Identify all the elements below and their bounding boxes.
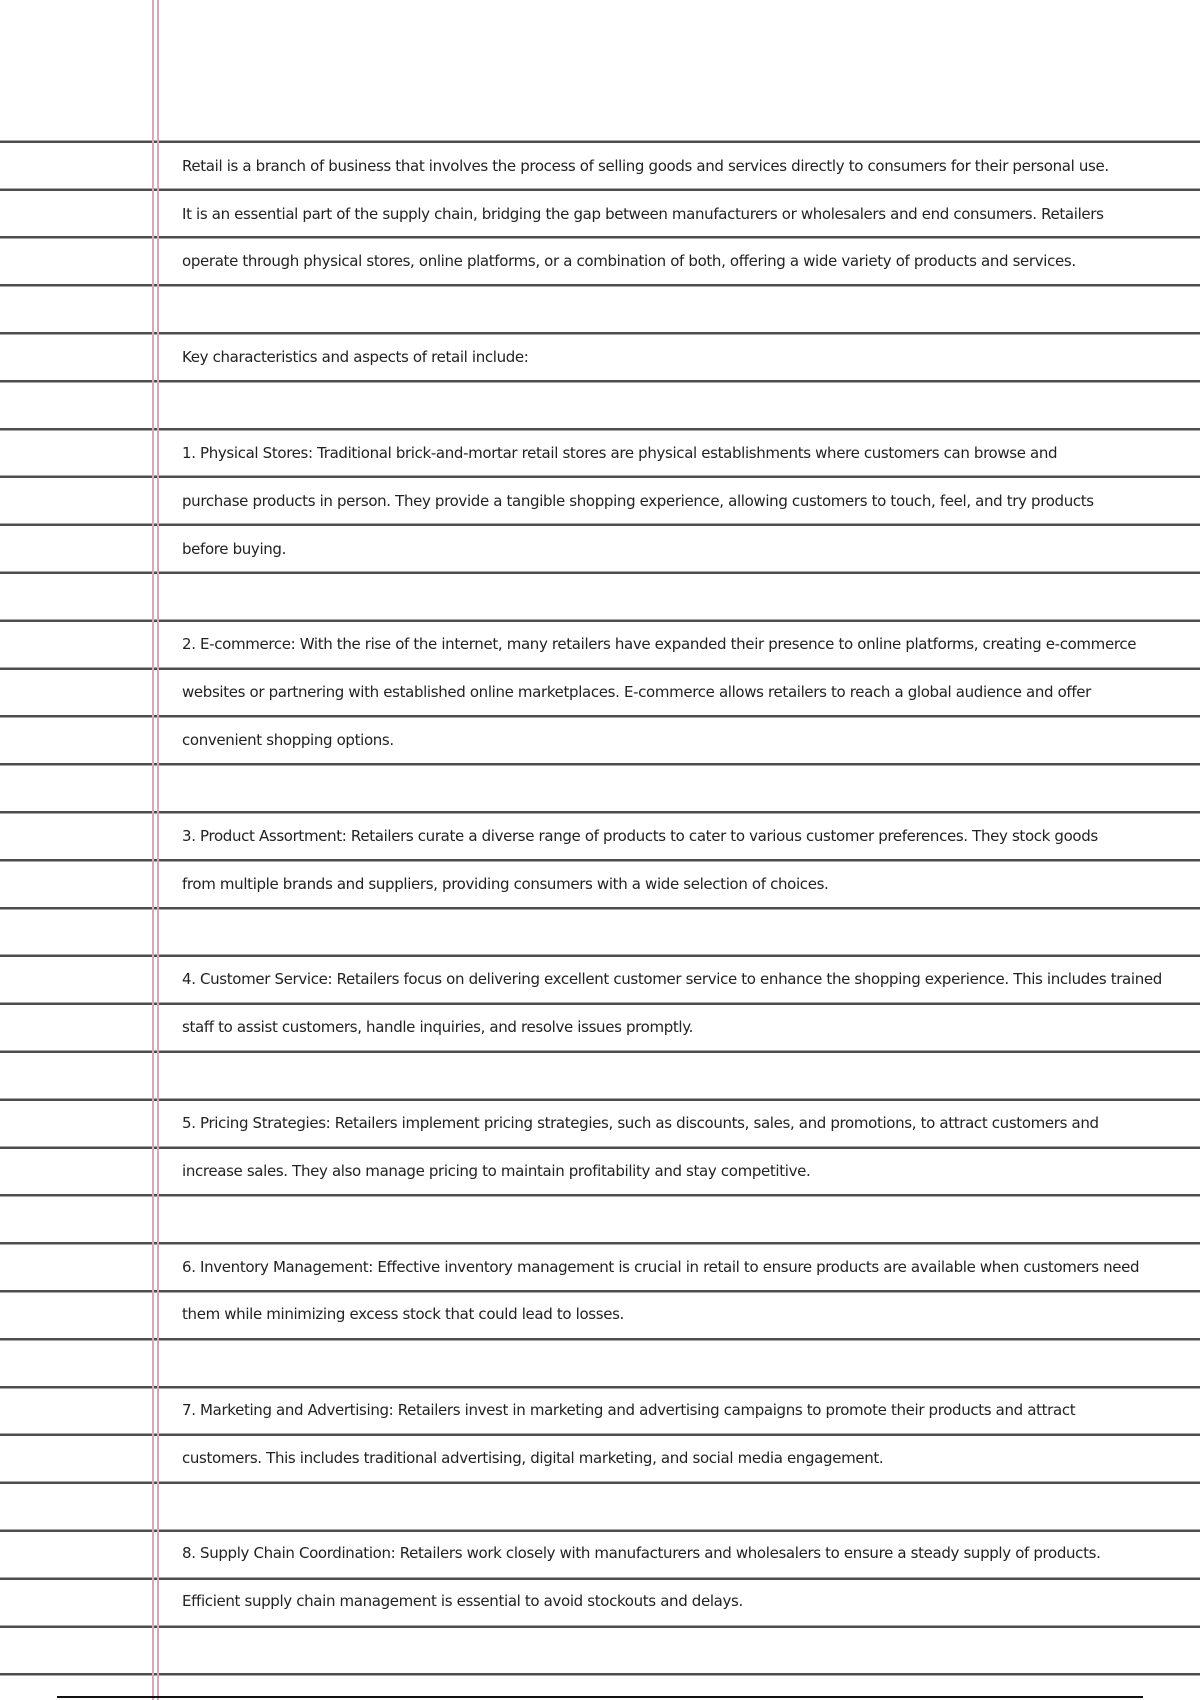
item-6-line-2: them while minimizing excess stock that could lead to losses. — [182, 1305, 624, 1323]
item-2-line-2: websites or partnering with established online marketplaces. E-commerce allows retailers to reach a global audience and offer — [182, 683, 1091, 701]
item-2-line-1: 2. E-commerce: With the rise of the internet, many retailers have expanded their presence to online platforms, creating e-commerce — [182, 635, 1137, 653]
intro-line-2: It is an essential part of the supply chain, bridging the gap between manufacturers or wholesalers and end consumers. Retailers — [182, 205, 1104, 223]
key-characteristics-heading: Key characteristics and aspects of retail include: — [182, 348, 529, 366]
item-5-line-2: increase sales. They also manage pricing to maintain profitability and stay competitive. — [182, 1162, 811, 1180]
item-6-line-1: 6. Inventory Management: Effective inventory management is crucial in retail to ensure products are available when customers need — [182, 1258, 1140, 1276]
intro-line-3: operate through physical stores, online platforms, or a combination of both, offering a wide variety of products and services. — [182, 252, 1076, 270]
item-7-line-1: 7. Marketing and Advertising: Retailers invest in marketing and advertising campaigns to promote their products and attract — [182, 1401, 1076, 1419]
item-3-line-1: 3. Product Assortment: Retailers curate a diverse range of products to cater to various customer preferences. They stock goods — [182, 827, 1098, 845]
item-1-line-2: purchase products in person. They provide a tangible shopping experience, allowing customers to touch, feel, and try products — [182, 492, 1094, 510]
item-1-line-1: 1. Physical Stores: Traditional brick-and-mortar retail stores are physical establishments where customers can browse and — [182, 444, 1058, 462]
item-8-line-2: Efficient supply chain management is essential to avoid stockouts and delays. — [182, 1592, 743, 1610]
item-7-line-2: customers. This includes traditional advertising, digital marketing, and social media engagement. — [182, 1449, 884, 1467]
item-4-line-1: 4. Customer Service: Retailers focus on delivering excellent customer service to enhance the shopping experience. This includes trained — [182, 970, 1162, 988]
margin-line-right — [157, 0, 159, 1700]
intro-line-1: Retail is a branch of business that involves the process of selling goods and services directly to consumers for their personal use. — [182, 157, 1109, 175]
bottom-rule — [57, 1696, 1143, 1698]
item-3-line-2: from multiple brands and suppliers, providing consumers with a wide selection of choices. — [182, 875, 829, 893]
item-8-line-1: 8. Supply Chain Coordination: Retailers work closely with manufacturers and wholesalers to ensure a steady supply of products. — [182, 1544, 1101, 1562]
item-1-line-3: before buying. — [182, 540, 287, 558]
item-4-line-2: staff to assist customers, handle inquiries, and resolve issues promptly. — [182, 1018, 694, 1036]
item-5-line-1: 5. Pricing Strategies: Retailers implement pricing strategies, such as discounts, sales, and promotions, to attract customers and — [182, 1114, 1099, 1132]
item-2-line-3: convenient shopping options. — [182, 731, 394, 749]
margin-line-left — [152, 0, 154, 1700]
